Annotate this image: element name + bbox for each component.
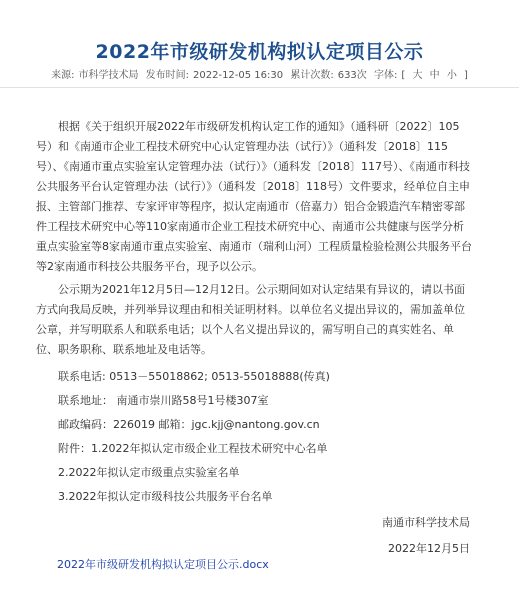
views-value: 633次 (337, 70, 367, 81)
attachment-item-2: 2.2022年拟认定市级重点实验室名单 (58, 466, 240, 479)
attachment-item-3: 3.2022年拟认定市级科技公共服务平台名单 (58, 490, 273, 503)
meta-divider (0, 87, 519, 88)
publish-time-value: 2022-12-05 16:30 (193, 70, 284, 81)
attachment-download-link[interactable]: 2022年市级研发机构拟认定项目公示.docx (57, 558, 269, 571)
signature-organization: 南通市科学技术局 (382, 516, 470, 529)
article-body (36, 117, 472, 559)
contact-postal-email: 邮政编码：226019 邮箱：jgc.kjj@nantong.gov.cn (58, 418, 320, 431)
source-value: 市科学技术局 (78, 70, 139, 81)
page-title: 2022年市级研发机构拟认定项目公示 (95, 40, 424, 63)
contact-address: 联系地址： 南通市崇川路58号1号楼307室 (58, 394, 269, 407)
font-size-label: 字体: (373, 70, 398, 81)
font-size-small-button[interactable]: 小 (446, 70, 457, 81)
source-label: 来源: (51, 70, 75, 81)
paragraph-objection: 公示期为2021年12月5日—12月12日。公示期间如对认定结果有异议的，请以书面方式向我局反映，并列举异议理由和相关证明材料。以单位名义提出异议的，需加盖单位公章，并写明联系人和联系电话；以个人名义提出异议的，需写明自己的真实姓名、单位、职务职称、联系地址及电话等。 (36, 283, 465, 356)
font-size-open: [ (401, 70, 406, 81)
font-size-close: ] (464, 70, 468, 81)
contact-phone: 联系电话: 0513－55018862; 0513-55018888(传真) (58, 370, 330, 383)
font-size-large-button[interactable]: 大 (412, 70, 423, 81)
signature-date: 2022年12月5日 (388, 542, 470, 555)
article-meta (0, 66, 519, 81)
views-label: 累计次数: (290, 70, 334, 81)
font-size-medium-button[interactable]: 中 (429, 70, 440, 81)
attachment-item-1: 附件：1.2022年拟认定市级企业工程技术研究中心名单 (58, 442, 328, 455)
paragraph-basis: 根据《关于组织开展2022年市级研发机构认定工作的通知》（通科研〔2022〕105号）和《南通市企业工程技术研究中心认定管理办法（试行）》（通科发〔2018〕115号）、《南通市重点实验室认定管理办法（试行）》（通科发〔2018〕117号）、《南通市科技公共服务平台认定管理办法（试行）》（通科发〔2018〕118号）文件要求，经单位自主申报、主管部门推荐、专家评审等程序，拟认定南通市（倍嘉力）铝合金锻造汽车精密零部件工程技术研究中心等110家南通市企业工程技术研究中心、南通市公共健康与医学分析重点实验室等8家南通市重点实验室、南通市（瑞利山河）工程质量检验检测公共服务平台等2家南通市科技公共服务平台，现予以公示。 (36, 120, 472, 273)
publish-time-label: 发布时间: (145, 70, 190, 81)
